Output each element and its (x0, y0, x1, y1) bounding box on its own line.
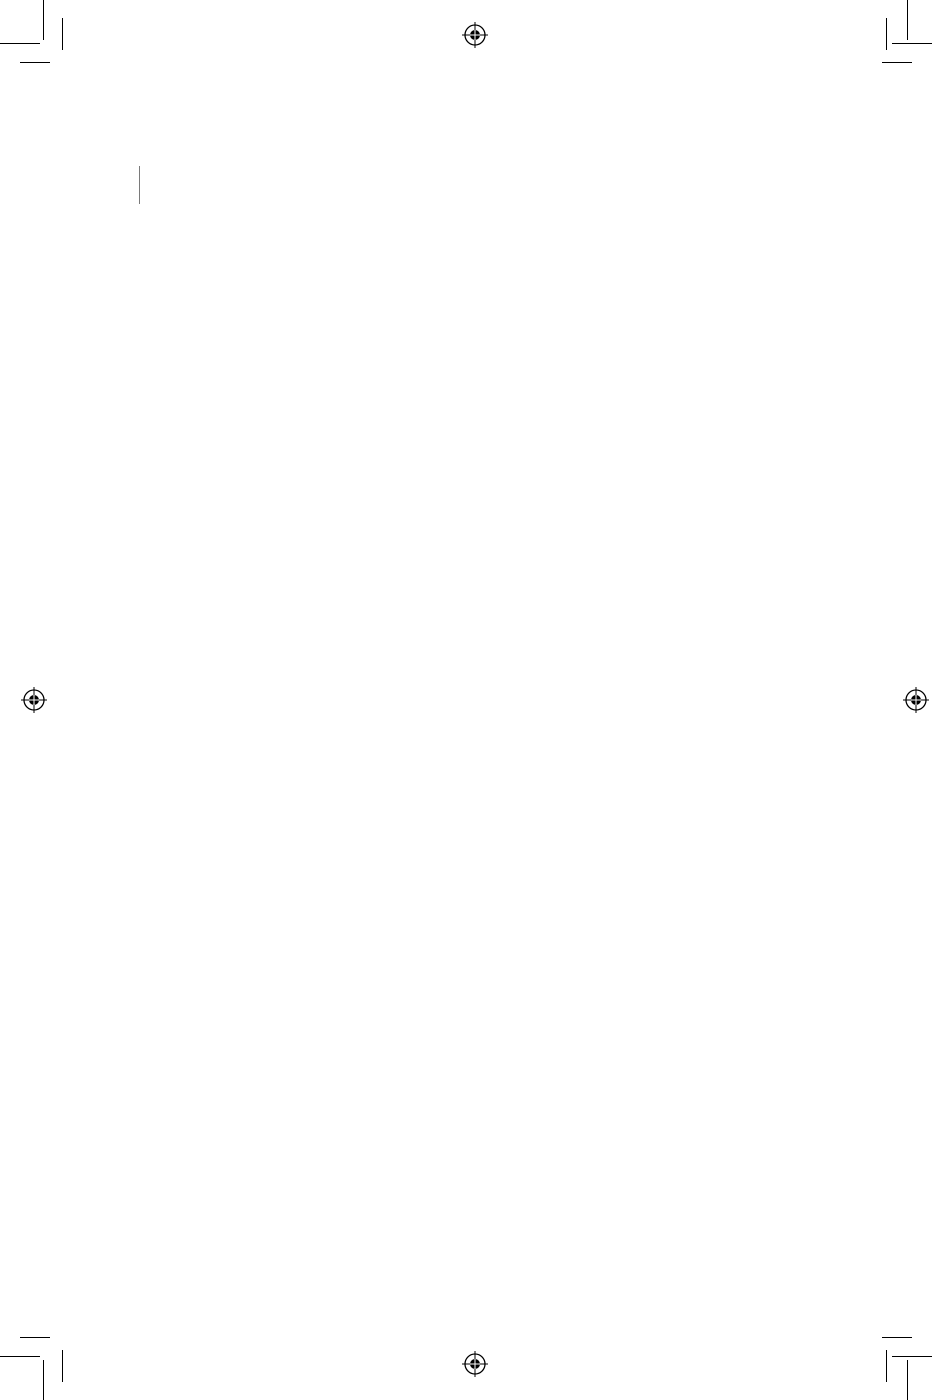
crop-mark (62, 18, 63, 50)
running-header (134, 166, 146, 206)
crop-mark (882, 62, 912, 63)
crop-mark (907, 0, 908, 40)
crop-mark (62, 1350, 63, 1382)
crop-mark (886, 18, 887, 50)
crop-mark (20, 1337, 50, 1338)
crop-mark (882, 1337, 912, 1338)
crop-mark (892, 43, 932, 44)
crop-mark (0, 1356, 40, 1357)
header-divider (139, 166, 140, 204)
registration-target-icon (462, 22, 488, 48)
crop-mark (892, 1356, 932, 1357)
index-entry (0, 219, 932, 245)
crop-mark (0, 43, 40, 44)
crop-mark (907, 1360, 908, 1400)
registration-target-icon (903, 687, 929, 713)
registration-target-icon (21, 687, 47, 713)
crop-mark (886, 1350, 887, 1382)
crop-mark (43, 1360, 44, 1400)
registration-target-icon (462, 1351, 488, 1377)
crop-mark (20, 62, 50, 63)
crop-mark (43, 0, 44, 40)
table-of-contents (0, 207, 932, 245)
